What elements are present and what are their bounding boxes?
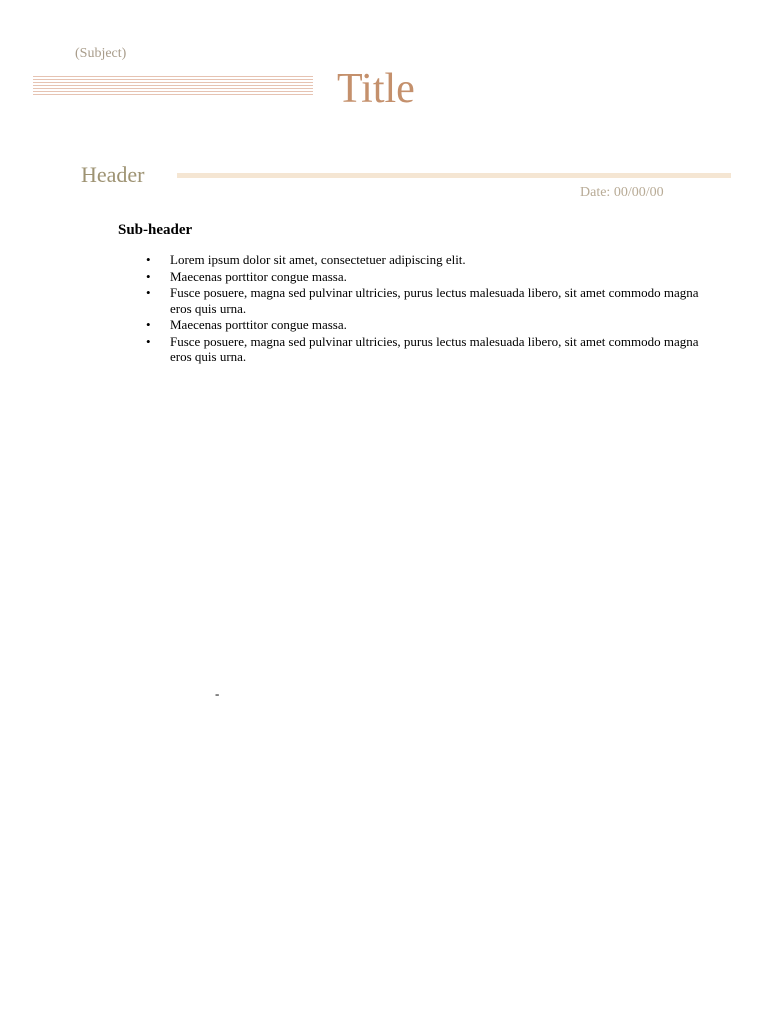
sub-header: Sub-header [118, 222, 193, 238]
list-item [146, 285, 710, 316]
date-label: Date: 00/00/00 [580, 185, 664, 200]
subject-label: (Subject) [75, 46, 127, 61]
list-item-text: Maecenas porttitor congue massa. [170, 268, 347, 284]
bullet-icon: • [146, 285, 151, 300]
header-rule [177, 173, 731, 178]
list-item-text: Fusce posuere, magna sed pulvinar ultricies, purus lectus malesuada libero, sit amet commodo magna eros quis urna. [170, 285, 699, 316]
bullet-icon: • [146, 252, 151, 267]
decorative-stripes [33, 76, 313, 97]
list-item-text: Lorem ipsum dolor sit amet, consectetuer adipiscing elit. [170, 252, 466, 267]
list-item-text: Maecenas porttitor congue massa. [170, 317, 347, 332]
list-item [146, 333, 710, 365]
stray-mark: - [215, 686, 220, 701]
bullet-icon: • [146, 333, 151, 349]
bullet-icon: • [146, 317, 151, 332]
list-item-text: Fusce posuere, magna sed pulvinar ultricies, purus lectus malesuada libero, sit amet commodo magna eros quis urna. [170, 333, 699, 364]
list-item [146, 268, 710, 285]
bullet-icon: • [146, 268, 151, 284]
page-title: Title [337, 66, 415, 112]
bullet-list [146, 252, 710, 366]
list-item [146, 317, 710, 333]
section-header: Header [81, 162, 145, 187]
list-item [146, 252, 710, 268]
